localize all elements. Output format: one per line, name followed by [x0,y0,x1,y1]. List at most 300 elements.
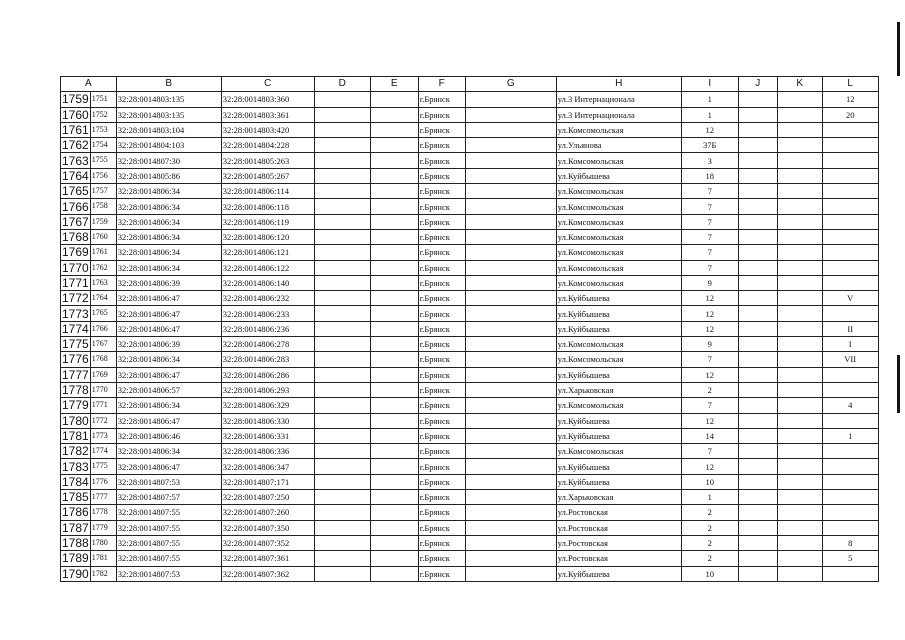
cell-g[interactable] [465,306,556,321]
cell-d[interactable] [314,306,370,321]
cell-c[interactable]: 32:28:0014806:286 [221,367,314,382]
cell-b[interactable]: 32:28:0014806:34 [116,352,221,367]
cell-a[interactable]: 1761 [90,245,116,260]
cell-i[interactable]: 18 [681,168,738,183]
cell-j[interactable] [738,474,777,489]
cell-c[interactable]: 32:28:0014805:263 [221,153,314,168]
cell-h[interactable]: ул.Куйбышева [556,367,681,382]
cell-a[interactable]: 1752 [90,107,116,122]
cell-c[interactable]: 32:28:0014807:350 [221,520,314,535]
cell-l[interactable] [822,474,878,489]
cell-k[interactable] [777,551,822,566]
cell-a[interactable]: 1758 [90,199,116,214]
column-header-J[interactable]: J [738,77,777,92]
cell-f[interactable]: г.Брянск [418,92,465,107]
cell-e[interactable] [370,551,418,566]
cell-f[interactable]: г.Брянск [418,184,465,199]
cell-f[interactable]: г.Брянск [418,275,465,290]
cell-i[interactable]: 1 [681,92,738,107]
cell-g[interactable] [465,520,556,535]
cell-h[interactable]: ул.3 Интернационала [556,92,681,107]
cell-a[interactable]: 1778 [90,505,116,520]
cell-c[interactable]: 32:28:0014806:347 [221,459,314,474]
column-header-I[interactable]: I [681,77,738,92]
cell-e[interactable] [370,459,418,474]
cell-h[interactable]: ул.Куйбышева [556,566,681,581]
cell-h[interactable]: ул.Комсомольская [556,122,681,137]
cell-j[interactable] [738,153,777,168]
cell-e[interactable] [370,107,418,122]
cell-c[interactable]: 32:28:0014806:283 [221,352,314,367]
cell-k[interactable] [777,245,822,260]
cell-f[interactable]: г.Брянск [418,337,465,352]
cell-a[interactable]: 1753 [90,122,116,137]
cell-l[interactable]: 1 [822,428,878,443]
cell-h[interactable]: ул.Куйбышева [556,306,681,321]
cell-d[interactable] [314,535,370,550]
column-header-F[interactable]: F [418,77,465,92]
cell-k[interactable] [777,321,822,336]
cell-e[interactable] [370,566,418,581]
cell-e[interactable] [370,520,418,535]
cell-k[interactable] [777,275,822,290]
cell-k[interactable] [777,474,822,489]
cell-b[interactable]: 32:28:0014803:104 [116,122,221,137]
column-header-C[interactable]: C [221,77,314,92]
cell-a[interactable]: 1770 [90,382,116,397]
cell-i[interactable]: 7 [681,260,738,275]
cell-e[interactable] [370,444,418,459]
cell-j[interactable] [738,214,777,229]
cell-f[interactable]: г.Брянск [418,229,465,244]
cell-a[interactable]: 1771 [90,398,116,413]
cell-f[interactable]: г.Брянск [418,245,465,260]
cell-b[interactable]: 32:28:0014807:55 [116,520,221,535]
cell-k[interactable] [777,107,822,122]
column-header-K[interactable]: K [777,77,822,92]
cell-f[interactable]: г.Брянск [418,153,465,168]
cell-d[interactable] [314,260,370,275]
cell-c[interactable]: 32:28:0014805:267 [221,168,314,183]
cell-e[interactable] [370,168,418,183]
cell-b[interactable]: 32:28:0014806:34 [116,184,221,199]
cell-g[interactable] [465,505,556,520]
cell-g[interactable] [465,490,556,505]
cell-c[interactable]: 32:28:0014807:361 [221,551,314,566]
cell-a[interactable]: 1769 [90,367,116,382]
cell-d[interactable] [314,367,370,382]
cell-a[interactable]: 1754 [90,138,116,153]
cell-d[interactable] [314,566,370,581]
cell-a[interactable]: 1779 [90,520,116,535]
cell-c[interactable]: 32:28:0014806:293 [221,382,314,397]
cell-d[interactable] [314,153,370,168]
cell-c[interactable]: 32:28:0014803:360 [221,92,314,107]
column-header-A[interactable]: A [61,77,117,92]
cell-f[interactable]: г.Брянск [418,352,465,367]
cell-h[interactable]: ул.Ростовская [556,551,681,566]
cell-b[interactable]: 32:28:0014803:135 [116,107,221,122]
cell-b[interactable]: 32:28:0014806:34 [116,398,221,413]
cell-b[interactable]: 32:28:0014807:55 [116,535,221,550]
cell-e[interactable] [370,382,418,397]
cell-h[interactable]: ул.Куйбышева [556,168,681,183]
cell-b[interactable]: 32:28:0014806:34 [116,245,221,260]
cell-a[interactable]: 1765 [90,306,116,321]
cell-g[interactable] [465,291,556,306]
cell-j[interactable] [738,107,777,122]
cell-g[interactable] [465,168,556,183]
cell-i[interactable]: 7 [681,184,738,199]
cell-i[interactable]: 12 [681,459,738,474]
cell-d[interactable] [314,92,370,107]
cell-j[interactable] [738,92,777,107]
cell-i[interactable]: 7 [681,245,738,260]
cell-i[interactable]: 3 [681,153,738,168]
cell-l[interactable] [822,367,878,382]
cell-f[interactable]: г.Брянск [418,138,465,153]
cell-e[interactable] [370,199,418,214]
cell-e[interactable] [370,275,418,290]
cell-c[interactable]: 32:28:0014807:171 [221,474,314,489]
cell-g[interactable] [465,367,556,382]
cell-a[interactable]: 1776 [90,474,116,489]
cell-c[interactable]: 32:28:0014806:119 [221,214,314,229]
cell-k[interactable] [777,428,822,443]
cell-e[interactable] [370,505,418,520]
cell-f[interactable]: г.Брянск [418,291,465,306]
cell-l[interactable] [822,184,878,199]
cell-c[interactable]: 32:28:0014806:331 [221,428,314,443]
cell-i[interactable]: 1 [681,107,738,122]
cell-h[interactable]: ул.Комсомольская [556,229,681,244]
cell-h[interactable]: ул.Комсомольская [556,398,681,413]
cell-g[interactable] [465,428,556,443]
cell-c[interactable]: 32:28:0014806:330 [221,413,314,428]
cell-b[interactable]: 32:28:0014806:34 [116,260,221,275]
cell-f[interactable]: г.Брянск [418,398,465,413]
cell-l[interactable] [822,245,878,260]
cell-f[interactable]: г.Брянск [418,168,465,183]
cell-e[interactable] [370,122,418,137]
cell-k[interactable] [777,168,822,183]
cell-l[interactable] [822,306,878,321]
cell-e[interactable] [370,92,418,107]
cell-i[interactable]: 7 [681,352,738,367]
cell-c[interactable]: 32:28:0014807:250 [221,490,314,505]
cell-b[interactable]: 32:28:0014806:47 [116,306,221,321]
cell-d[interactable] [314,428,370,443]
cell-a[interactable]: 1756 [90,168,116,183]
cell-b[interactable]: 32:28:0014807:53 [116,566,221,581]
cell-a[interactable]: 1755 [90,153,116,168]
cell-g[interactable] [465,551,556,566]
cell-j[interactable] [738,520,777,535]
cell-f[interactable]: г.Брянск [418,382,465,397]
cell-h[interactable]: ул.Харьковская [556,382,681,397]
cell-g[interactable] [465,245,556,260]
cell-g[interactable] [465,459,556,474]
cell-a[interactable]: 1780 [90,535,116,550]
cell-a[interactable]: 1759 [90,214,116,229]
cell-h[interactable]: ул.Куйбышева [556,428,681,443]
column-header-D[interactable]: D [314,77,370,92]
cell-l[interactable] [822,260,878,275]
cell-j[interactable] [738,413,777,428]
column-header-E[interactable]: E [370,77,418,92]
cell-h[interactable]: ул.Куйбышева [556,474,681,489]
cell-e[interactable] [370,337,418,352]
cell-k[interactable] [777,337,822,352]
cell-g[interactable] [465,122,556,137]
cell-j[interactable] [738,168,777,183]
cell-a[interactable]: 1766 [90,321,116,336]
cell-a[interactable]: 1767 [90,337,116,352]
cell-l[interactable]: I [822,337,878,352]
cell-h[interactable]: ул.Комсомольская [556,444,681,459]
cell-d[interactable] [314,321,370,336]
cell-d[interactable] [314,382,370,397]
cell-d[interactable] [314,444,370,459]
cell-g[interactable] [465,229,556,244]
cell-l[interactable]: II [822,321,878,336]
cell-e[interactable] [370,291,418,306]
cell-h[interactable]: ул.Куйбышева [556,413,681,428]
cell-h[interactable]: ул.Комсомольская [556,199,681,214]
cell-i[interactable]: 12 [681,306,738,321]
cell-c[interactable]: 32:28:0014804:228 [221,138,314,153]
cell-c[interactable]: 32:28:0014806:118 [221,199,314,214]
cell-k[interactable] [777,153,822,168]
cell-d[interactable] [314,337,370,352]
cell-b[interactable]: 32:28:0014806:34 [116,444,221,459]
cell-j[interactable] [738,382,777,397]
cell-d[interactable] [314,490,370,505]
cell-e[interactable] [370,260,418,275]
cell-l[interactable] [822,199,878,214]
cell-a[interactable]: 1772 [90,413,116,428]
cell-a[interactable]: 1760 [90,229,116,244]
cell-l[interactable] [822,138,878,153]
cell-l[interactable] [822,168,878,183]
cell-i[interactable]: 14 [681,428,738,443]
cell-j[interactable] [738,352,777,367]
cell-h[interactable]: ул.Комсомольская [556,245,681,260]
cell-h[interactable]: ул.Ростовская [556,535,681,550]
cell-f[interactable]: г.Брянск [418,413,465,428]
cell-f[interactable]: г.Брянск [418,306,465,321]
cell-i[interactable]: 7 [681,229,738,244]
cell-h[interactable]: ул.Куйбышева [556,291,681,306]
cell-e[interactable] [370,321,418,336]
cell-c[interactable]: 32:28:0014807:362 [221,566,314,581]
cell-j[interactable] [738,321,777,336]
cell-j[interactable] [738,275,777,290]
cell-l[interactable]: 8 [822,535,878,550]
cell-h[interactable]: ул.Комсомольская [556,184,681,199]
cell-a[interactable]: 1751 [90,92,116,107]
cell-a[interactable]: 1768 [90,352,116,367]
cell-f[interactable]: г.Брянск [418,474,465,489]
cell-g[interactable] [465,138,556,153]
cell-f[interactable]: г.Брянск [418,551,465,566]
cell-g[interactable] [465,566,556,581]
cell-d[interactable] [314,459,370,474]
cell-k[interactable] [777,184,822,199]
cell-g[interactable] [465,260,556,275]
cell-k[interactable] [777,214,822,229]
cell-f[interactable]: г.Брянск [418,199,465,214]
cell-k[interactable] [777,367,822,382]
cell-k[interactable] [777,413,822,428]
cell-k[interactable] [777,229,822,244]
cell-i[interactable]: 2 [681,382,738,397]
cell-b[interactable]: 32:28:0014806:47 [116,321,221,336]
cell-c[interactable]: 32:28:0014806:336 [221,444,314,459]
cell-b[interactable]: 32:28:0014806:46 [116,428,221,443]
cell-e[interactable] [370,229,418,244]
cell-c[interactable]: 32:28:0014807:352 [221,535,314,550]
cell-e[interactable] [370,398,418,413]
cell-g[interactable] [465,199,556,214]
cell-k[interactable] [777,505,822,520]
cell-g[interactable] [465,413,556,428]
cell-i[interactable]: 9 [681,337,738,352]
cell-j[interactable] [738,199,777,214]
cell-k[interactable] [777,566,822,581]
cell-g[interactable] [465,107,556,122]
cell-k[interactable] [777,352,822,367]
cell-k[interactable] [777,520,822,535]
cell-e[interactable] [370,490,418,505]
cell-k[interactable] [777,260,822,275]
cell-d[interactable] [314,245,370,260]
cell-l[interactable]: V [822,291,878,306]
cell-d[interactable] [314,168,370,183]
cell-b[interactable]: 32:28:0014806:39 [116,275,221,290]
cell-d[interactable] [314,520,370,535]
cell-j[interactable] [738,566,777,581]
cell-a[interactable]: 1774 [90,444,116,459]
cell-b[interactable]: 32:28:0014806:47 [116,291,221,306]
cell-i[interactable]: 10 [681,474,738,489]
cell-b[interactable]: 32:28:0014803:135 [116,92,221,107]
cell-k[interactable] [777,459,822,474]
cell-e[interactable] [370,306,418,321]
cell-j[interactable] [738,138,777,153]
cell-i[interactable]: 2 [681,520,738,535]
cell-e[interactable] [370,352,418,367]
cell-g[interactable] [465,184,556,199]
cell-c[interactable]: 32:28:0014803:361 [221,107,314,122]
cell-i[interactable]: 12 [681,321,738,336]
cell-g[interactable] [465,275,556,290]
cell-c[interactable]: 32:28:0014806:329 [221,398,314,413]
cell-d[interactable] [314,275,370,290]
cell-k[interactable] [777,535,822,550]
cell-i[interactable]: 12 [681,413,738,428]
cell-k[interactable] [777,138,822,153]
cell-k[interactable] [777,398,822,413]
cell-k[interactable] [777,199,822,214]
cell-l[interactable] [822,490,878,505]
cell-c[interactable]: 32:28:0014803:420 [221,122,314,137]
cell-b[interactable]: 32:28:0014806:34 [116,229,221,244]
cell-l[interactable] [822,382,878,397]
cell-i[interactable]: 7 [681,398,738,413]
cell-f[interactable]: г.Брянск [418,214,465,229]
column-header-B[interactable]: B [116,77,221,92]
cell-e[interactable] [370,535,418,550]
cell-i[interactable]: 12 [681,367,738,382]
cell-l[interactable]: 12 [822,92,878,107]
cell-b[interactable]: 32:28:0014805:86 [116,168,221,183]
cell-l[interactable] [822,444,878,459]
cell-h[interactable]: ул.Комсомольская [556,214,681,229]
cell-h[interactable]: ул.Ростовская [556,505,681,520]
cell-e[interactable] [370,214,418,229]
cell-h[interactable]: ул.Харьковская [556,490,681,505]
cell-h[interactable]: ул.Комсомольская [556,275,681,290]
cell-c[interactable]: 32:28:0014806:140 [221,275,314,290]
cell-b[interactable]: 32:28:0014807:57 [116,490,221,505]
cell-k[interactable] [777,382,822,397]
cell-f[interactable]: г.Брянск [418,444,465,459]
cell-j[interactable] [738,398,777,413]
cell-i[interactable]: 7 [681,444,738,459]
cell-d[interactable] [314,107,370,122]
cell-c[interactable]: 32:28:0014806:120 [221,229,314,244]
cell-h[interactable]: ул.Ульянова [556,138,681,153]
cell-a[interactable]: 1781 [90,551,116,566]
cell-j[interactable] [738,229,777,244]
cell-a[interactable]: 1764 [90,291,116,306]
cell-i[interactable]: 2 [681,505,738,520]
cell-k[interactable] [777,490,822,505]
cell-c[interactable]: 32:28:0014806:122 [221,260,314,275]
cell-l[interactable] [822,459,878,474]
cell-g[interactable] [465,444,556,459]
cell-j[interactable] [738,184,777,199]
cell-c[interactable]: 32:28:0014806:232 [221,291,314,306]
cell-f[interactable]: г.Брянск [418,321,465,336]
cell-k[interactable] [777,306,822,321]
cell-j[interactable] [738,245,777,260]
cell-b[interactable]: 32:28:0014807:30 [116,153,221,168]
cell-j[interactable] [738,291,777,306]
cell-d[interactable] [314,229,370,244]
cell-l[interactable]: VII [822,352,878,367]
cell-l[interactable]: 4 [822,398,878,413]
cell-f[interactable]: г.Брянск [418,490,465,505]
cell-g[interactable] [465,352,556,367]
cell-g[interactable] [465,337,556,352]
cell-d[interactable] [314,291,370,306]
cell-h[interactable]: ул.Куйбышева [556,459,681,474]
cell-e[interactable] [370,474,418,489]
cell-g[interactable] [465,214,556,229]
cell-i[interactable]: 12 [681,291,738,306]
cell-d[interactable] [314,199,370,214]
cell-c[interactable]: 32:28:0014806:121 [221,245,314,260]
cell-j[interactable] [738,505,777,520]
cell-d[interactable] [314,214,370,229]
cell-b[interactable]: 32:28:0014806:47 [116,459,221,474]
cell-g[interactable] [465,398,556,413]
cell-b[interactable]: 32:28:0014807:55 [116,551,221,566]
cell-c[interactable]: 32:28:0014806:114 [221,184,314,199]
cell-h[interactable]: ул.Комсомольская [556,153,681,168]
